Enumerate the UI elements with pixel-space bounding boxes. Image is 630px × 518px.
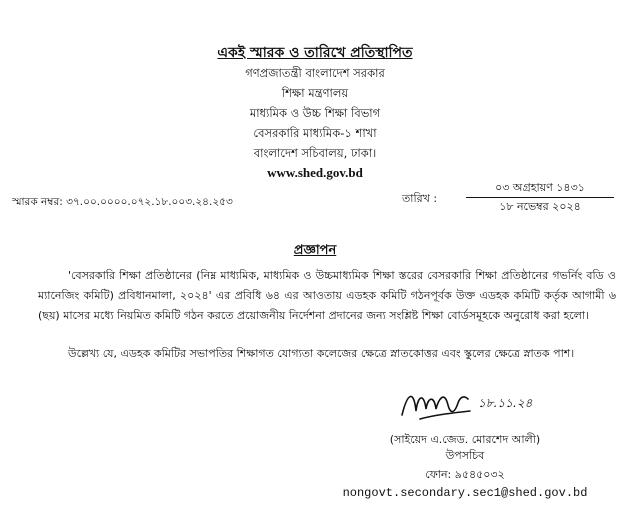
govt-name: গণপ্রজাতন্ত্রী বাংলাদেশ সরকার bbox=[245, 66, 385, 80]
date-label: তারিখ : bbox=[402, 192, 438, 205]
date-box bbox=[466, 181, 614, 214]
date-english: ১৮ নভেম্বর ২০২৪ bbox=[499, 200, 581, 213]
replacement-heading: একই স্মারক ও তারিখে প্রতিস্থাপিত bbox=[217, 45, 413, 61]
paragraph-main: 'বেসরকারি শিক্ষা প্রতিষ্ঠানের (নিম্ন মাধ্যমিক, মাধ্যমিক ও উচ্চমাধ্যমিক শিক্ষা স্তরের বেসরকারি শিক্ষা প্রতিষ্ঠানের গভর্নিং বডি ও ম্যানেজিং কমিটি) প্রবিধানমালা, ২০২৪' এর প্রবিধি ৬৪ এর আওতায় এডহক কমিটি গঠনপূর্বক উক্ত এডহক কমিটি কর্তৃক আগামী ৬ (ছয়) মাসের মধ্যে নিয়মিত কমিটি গঠন করতে প্রয়োজনীয় নির্দেশনা প্রদানের জন্য সংশ্লিষ্ট শিক্ষা বোর্ডসমূহকে অনুরোধ করা হলো। bbox=[38, 269, 616, 322]
notification-title: প্রজ্ঞাপন bbox=[293, 243, 337, 258]
signature-mark bbox=[398, 385, 478, 425]
date-divider bbox=[466, 197, 614, 198]
signature-date: ১৮.১১.২৪ bbox=[478, 396, 533, 410]
office-address: বাংলাদেশ সচিবালয়, ঢাকা। bbox=[253, 146, 377, 160]
memo-number: স্মারক নম্বর: ৩৭.০০.০০০০.০৭২.১৮.০০৩.২৪.২৫৩ bbox=[12, 196, 233, 208]
signatory-name: (সাইয়েদ এ.জেড. মোরশেদ আলী) bbox=[389, 433, 541, 446]
branch-name: বেসরকারি মাধ্যমিক-১ শাখা bbox=[253, 126, 377, 140]
website-link[interactable]: www.shed.gov.bd bbox=[267, 165, 363, 180]
division-name: মাধ্যমিক ও উচ্চ শিক্ষা বিভাগ bbox=[249, 106, 381, 120]
paragraph-note: উল্লেখ্য যে, এডহক কমিটির সভাপতির শিক্ষাগত যোগ্যতা কলেজের ক্ষেত্রে স্নাতকোত্তর এবং স্কুলের ক্ষেত্রে স্নাতক পাশ। bbox=[68, 347, 575, 360]
signatory-designation: উপসচিব bbox=[445, 449, 485, 462]
signatory-email[interactable]: nongovt.secondary.sec1@shed.gov.bd bbox=[342, 486, 588, 500]
ministry-name: শিক্ষা মন্ত্রণালয় bbox=[281, 86, 349, 100]
signatory-phone: ফোন: ৯৫৪৫০৩২ bbox=[425, 468, 505, 481]
date-bengali: ০৩ অগ্রহায়ণ ১৪৩১ bbox=[495, 181, 585, 194]
